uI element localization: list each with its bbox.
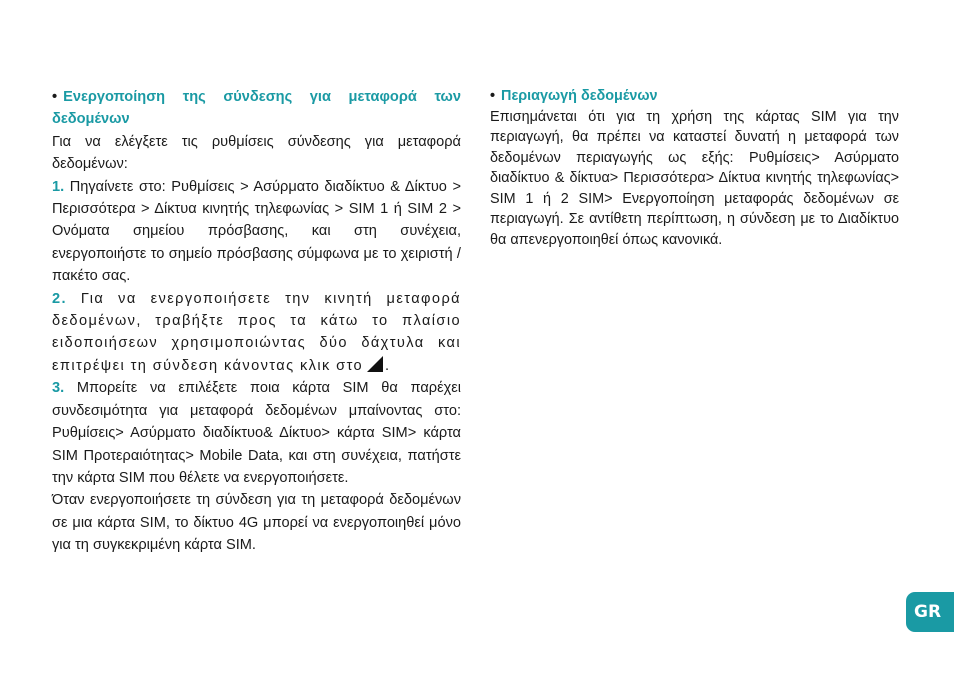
section-heading-data-connection	[52, 86, 461, 131]
step-1-number: 1.	[52, 178, 65, 195]
step-3-number: 3.	[52, 380, 65, 397]
step-2-text: Για να ενεργοποιήσετε την κινητή μεταφορά δεδομένων, τραβήξτε προς τα κάτω το πλαίσιο ειδοποιήσεων χρησιμοποιώντας δύο δάχτυλα και επιτρέψει τη σύνδεση κάνοντας κλικ στο	[52, 290, 461, 374]
left-column	[52, 86, 461, 557]
roaming-paragraph: Επισημάνεται ότι για τη χρήση της κάρτας SIM για την περιαγωγή, θα πρέπει να καταστεί δυνατή η μεταφορά των δεδομένων περιαγωγής ως εξής: Ρυθμίσεις> Ασύρματο διαδίκτυο & δίκτυα> Περισσότερα> Δίκτυα κινητής τηλεφωνίας> SIM 1 ή 2 SIM> Ενεργοποίηση μεταφοράς δεδομένων σε περιαγωγή. Σε αντίθετη περίπτωση, η σύνδεση με το Διαδίκτυο θα απενεργοποιηθεί όπως κανονικά.	[490, 108, 899, 248]
bullet: •	[490, 88, 496, 104]
right-column	[490, 86, 899, 250]
signal-triangle-icon	[367, 356, 383, 372]
step-3	[52, 377, 461, 489]
intro-paragraph: Για να ελέγξετε τις ρυθμίσεις σύνδεσης για μεταφορά δεδομένων:	[52, 133, 461, 173]
language-badge: GR	[906, 592, 954, 632]
step-1	[52, 176, 461, 288]
step-1-text: Πηγαίνετε στο: Ρυθμίσεις > Ασύρματο διαδίκτυο & Δίκτυο > Περισσότερα > Δίκτυα κινητής τηλεφωνίας > SIM 1 ή SIM 2 > Ονόματα σημείου πρόσβασης, και στη συνέχεια, ενεργοποιήστε το σημείο πρόσβασης σύμφωνα με το χειριστή / πακέτο σας.	[52, 178, 461, 285]
step-2-number: 2.	[52, 290, 67, 307]
outro-paragraph: Όταν ενεργοποιήσετε τη σύνδεση για τη μεταφορά δεδομένων σε μια κάρτα SIM, το δίκτυο 4G μπορεί να ενεργοποιηθεί μόνο για τη συγκεκριμένη κάρτα SIM.	[52, 492, 461, 554]
heading-text: Περιαγωγή δεδομένων	[501, 88, 658, 104]
step-3-text: Μπορείτε να επιλέξετε ποια κάρτα SIM θα παρέχει συνδεσιμότητα για μεταφορά δεδομένων μπαίνοντας στο: Ρυθμίσεις> Ασύρματο διαδίκτυο& Δίκτυο> κάρτα SIM> κάρτα SIM Προτεραιότητας> Mobile Data, και στη συνέχεια, πατήστε την κάρτα SIM που θέλετε να ενεργοποιήσετε.	[52, 380, 461, 486]
heading-text: Ενεργοποίηση της σύνδεσης για μεταφορά των δεδομένων	[52, 89, 461, 128]
step-2-end: .	[385, 357, 391, 374]
bullet: •	[52, 89, 58, 105]
step-2	[52, 288, 461, 378]
section-heading-roaming	[490, 86, 899, 107]
